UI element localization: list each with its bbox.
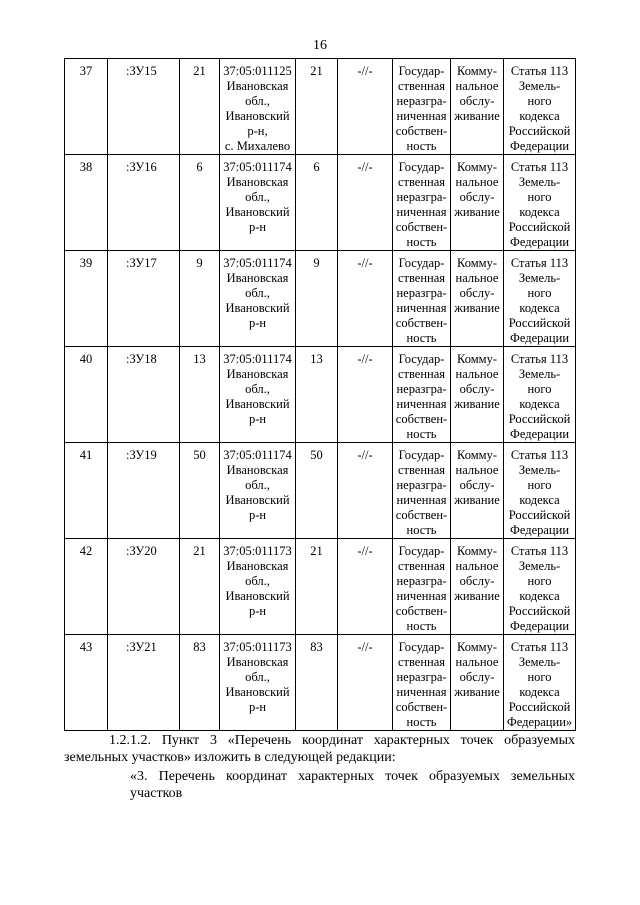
ditto-mark: -//- [338,635,393,731]
legal-basis: Статья 113 Земель- ного кодекса Российской Федерации» [504,635,576,731]
plot-address: 37:05:011173 Ивановская обл., Ивановский р-н [220,635,296,731]
ownership-type: Государ- ственная неразгра- ниченная собствен- ность [393,635,451,731]
plot-address: 37:05:011174 Ивановская обл., Ивановский р-н [220,251,296,347]
plot-area-repeat: 13 [296,347,338,443]
table-row [65,539,576,635]
plot-label: :ЗУ18 [108,347,180,443]
page-number: 16 [313,38,327,53]
row-number: 43 [65,635,108,731]
permitted-use: Комму- нальное обслу- живание [451,251,504,347]
plot-label: :ЗУ15 [108,59,180,155]
plot-address: 37:05:011174 Ивановская обл., Ивановский р-н [220,347,296,443]
row-number: 37 [65,59,108,155]
table-row [65,155,576,251]
section-heading-text: «3. Перечень координат характерных точек образуемых земельных участков [130,769,575,801]
permitted-use: Комму- нальное обслу- живание [451,59,504,155]
ditto-mark: -//- [338,347,393,443]
legal-basis: Статья 113 Земель- ного кодекса Российской Федерации [504,347,576,443]
table-row [65,251,576,347]
land-plots-table [64,58,576,731]
plot-label: :ЗУ17 [108,251,180,347]
ownership-type: Государ- ственная неразгра- ниченная собствен- ность [393,155,451,251]
row-number: 40 [65,347,108,443]
plot-label: :ЗУ19 [108,443,180,539]
plot-address: 37:05:011125 Ивановская обл., Ивановский р-н, с. Михалево [220,59,296,155]
table-body [65,59,576,731]
plot-area-repeat: 9 [296,251,338,347]
plot-area-repeat: 6 [296,155,338,251]
permitted-use: Комму- нальное обслу- живание [451,635,504,731]
table-row [65,59,576,155]
plot-area: 50 [180,443,220,539]
ditto-mark: -//- [338,251,393,347]
permitted-use: Комму- нальное обслу- живание [451,443,504,539]
legal-basis: Статья 113 Земель- ного кодекса Российской Федерации [504,539,576,635]
table-row [65,443,576,539]
plot-area-repeat: 21 [296,59,338,155]
row-number: 41 [65,443,108,539]
plot-area: 6 [180,155,220,251]
permitted-use: Комму- нальное обслу- живание [451,539,504,635]
plot-area: 21 [180,539,220,635]
plot-area: 21 [180,59,220,155]
plot-label: :ЗУ20 [108,539,180,635]
permitted-use: Комму- нальное обслу- живание [451,347,504,443]
section-heading [64,768,575,802]
table-row [65,347,576,443]
plot-area: 83 [180,635,220,731]
legal-basis: Статья 113 Земель- ного кодекса Российской Федерации [504,443,576,539]
ditto-mark: -//- [338,155,393,251]
ownership-type: Государ- ственная неразгра- ниченная собствен- ность [393,251,451,347]
legal-basis: Статья 113 Земель- ного кодекса Российской Федерации [504,59,576,155]
plot-address: 37:05:011174 Ивановская обл., Ивановский р-н [220,155,296,251]
row-number: 42 [65,539,108,635]
legal-basis: Статья 113 Земель- ного кодекса Российской Федерации [504,155,576,251]
ditto-mark: -//- [338,443,393,539]
plot-label: :ЗУ21 [108,635,180,731]
plot-area-repeat: 83 [296,635,338,731]
amendment-paragraph: 1.2.1.2. Пункт 3 «Перечень координат характерных точек образуемых земельных участков» изложить в следующей редакции: [64,733,575,765]
plot-area: 9 [180,251,220,347]
plot-area: 13 [180,347,220,443]
ownership-type: Государ- ственная неразгра- ниченная собствен- ность [393,59,451,155]
row-number: 38 [65,155,108,251]
ditto-mark: -//- [338,539,393,635]
plot-label: :ЗУ16 [108,155,180,251]
ownership-type: Государ- ственная неразгра- ниченная собствен- ность [393,443,451,539]
ownership-type: Государ- ственная неразгра- ниченная собствен- ность [393,347,451,443]
row-number: 39 [65,251,108,347]
plot-address: 37:05:011174 Ивановская обл., Ивановский р-н [220,443,296,539]
plot-address: 37:05:011173 Ивановская обл., Ивановский р-н [220,539,296,635]
ditto-mark: -//- [338,59,393,155]
plot-area-repeat: 50 [296,443,338,539]
permitted-use: Комму- нальное обслу- живание [451,155,504,251]
table-row [65,635,576,731]
ownership-type: Государ- ственная неразгра- ниченная собствен- ность [393,539,451,635]
legal-basis: Статья 113 Земель- ного кодекса Российской Федерации [504,251,576,347]
plot-area-repeat: 21 [296,539,338,635]
